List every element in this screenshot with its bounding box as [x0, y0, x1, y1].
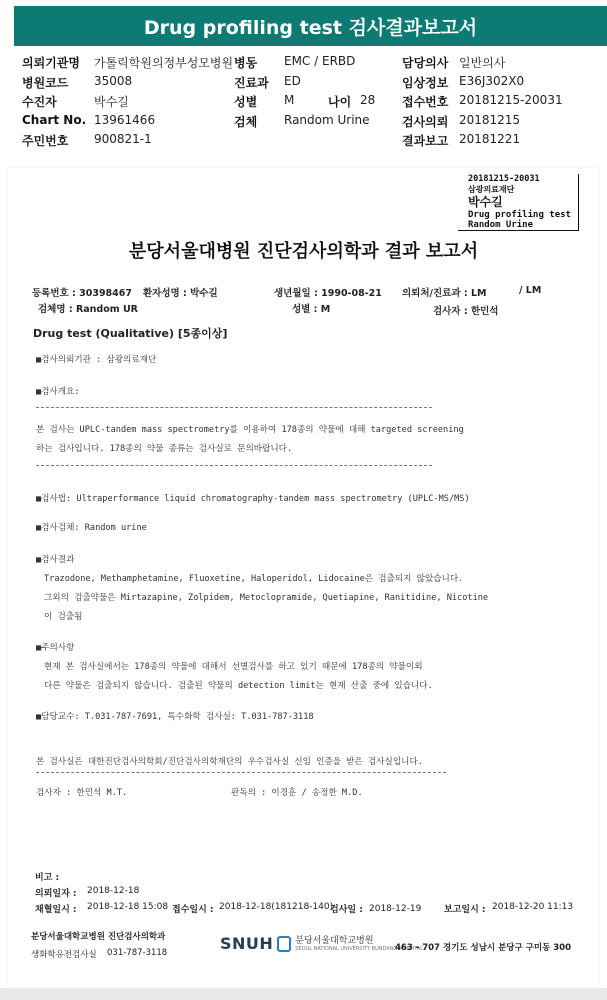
certification-line: 본 검사실은 대한진단검사의학회/진단검사의학재단의 우수검사실 신임 인증을 받은 검사실입니다. [36, 757, 423, 767]
divider [36, 465, 432, 466]
label-chart-no: Chart No. [22, 112, 87, 127]
footer-org: 분당서울대학교병원 진단검사의학과 [31, 932, 166, 942]
stamp-test: Drug profiling test [468, 210, 571, 220]
value-request-date: 20181215 [459, 112, 521, 127]
logo-wordmark: SNUH [220, 934, 274, 953]
value-report-date: 20181221 [459, 132, 521, 146]
report-examiner: 검사자 : 한민석 [433, 306, 499, 317]
specimen-name: 검체명 : Random UR [38, 304, 138, 315]
label-ward: 병동 [234, 56, 258, 70]
tester-line: 검사자 : 한민석 M.T. [36, 788, 128, 798]
accession-date-label: 접수일시 : [172, 905, 214, 915]
value-receipt-no: 20181215-20031 [459, 93, 563, 107]
stamp-specimen: Random Urine [468, 220, 534, 230]
value-specimen: Random Urine [284, 112, 370, 127]
collection-date-label: 채혈일시 : [35, 905, 77, 915]
overview-line-1: 본 검사는 UPLC-tandem mass spectrometry를 이용하여 178종의 약물에 대해 targeted screening [36, 425, 464, 435]
caution-line-1: 현재 본 검사실에서는 178종의 약물에 대해서 선별검사를 하고 있기 때문에 178종의 약물이외 [44, 662, 423, 672]
request-date-label: 의뢰일자 : [35, 889, 77, 899]
divider [36, 407, 432, 408]
label-report-date: 결과보고 [402, 134, 449, 148]
patient-name: 환자성명 : 박수길 [143, 288, 218, 299]
request-date-value: 2018-12-18 [87, 886, 140, 896]
value-recipient: 박수길 [94, 95, 129, 109]
label-resident-no: 주민번호 [22, 134, 69, 148]
sample-line: ■검사검체: Random urine [36, 523, 147, 533]
footer-tel: 031-787-3118 [107, 948, 168, 958]
report-date-value: 2018-12-20 11:13 [492, 902, 574, 912]
report-date-label: 보고일시 : [444, 905, 486, 915]
requesting-dept-2: / LM [519, 285, 542, 296]
overview-line-2: 하는 검사입니다. 178종의 약물 종류는 검사실로 문의바랍니다. [36, 444, 293, 454]
logo-mark-icon [277, 936, 291, 952]
meta-row [22, 74, 607, 94]
requesting-dept: 의뢰처/진료과 : LM [402, 288, 487, 299]
label-receipt-no: 접수번호 [402, 95, 449, 109]
stamp-org: 삼광의료재단 [468, 185, 515, 194]
value-chart-no: 13961466 [94, 112, 156, 127]
stamp-receipt-no: 20181215-20031 [468, 174, 540, 184]
test-date-label: 검사일 : [330, 905, 363, 915]
date-of-birth: 생년월일 : 1990-08-21 [274, 288, 382, 299]
label-hospital-code: 병원코드 [22, 75, 69, 90]
meta-row [22, 132, 607, 152]
caution-heading: ■주의사항 [36, 643, 75, 653]
label-request-org: 의뢰기관명 [22, 56, 80, 70]
result-heading: ■검사결과 [36, 555, 75, 565]
footer-address: 463 - 707 경기도 성남시 분당구 구미동 300 [395, 943, 572, 953]
value-doctor: 일반의사 [459, 56, 506, 70]
meta-row [22, 54, 607, 74]
logo-hospital-name-en: SEOUL NATIONAL UNIVERSITY BUNDANG HOSPITAL [295, 945, 424, 952]
test-name: Drug test (Qualitative) [5종이상] [33, 327, 228, 340]
label-request-date: 검사의뢰 [402, 114, 449, 129]
footer-lab: 생화학유전검사실 [31, 950, 97, 960]
result-line-1: Trazodone, Methamphetamine, Fluoxetine, Haloperidol, Lidocaine은 검출되지 않았습니다. [44, 574, 464, 584]
label-clinic: 진료과 [234, 75, 269, 90]
report-header [14, 6, 607, 46]
request-org-line: ■검사의뢰기관 : 삼광의료재단 [36, 355, 157, 365]
test-date-value: 2018-12-19 [369, 904, 422, 914]
value-hospital-code: 35008 [94, 73, 133, 88]
accession-date-value: 2018-12-18(181218-140) [219, 902, 334, 912]
meta-row [22, 113, 607, 133]
label-clinical-info: 임상정보 [402, 75, 449, 90]
value-age: 28 [360, 93, 376, 107]
report-header-title: Drug profiling test 검사결과보고서 [143, 16, 478, 39]
note-label: 비고 : [35, 873, 60, 883]
collection-date-value: 2018-12-18 15:08 [87, 902, 169, 912]
value-clinic: ED [284, 73, 301, 88]
label-sex: 성별 [234, 95, 258, 109]
hospital-logo [220, 934, 423, 953]
registration-no: 등록번호 : 30398467 [32, 288, 133, 299]
specimen-stamp [458, 174, 579, 231]
value-resident-no: 900821-1 [94, 132, 152, 146]
label-age: 나이 [328, 95, 352, 109]
value-request-org: 가톨릭학원의정부성모병원 [94, 56, 234, 70]
contact-line: ■담당교수: T.031-787-7691, 특수화학 검사실: T.031-787-3118 [36, 712, 314, 722]
logo-hospital-name: 분당서울대학교병원 [295, 935, 374, 946]
request-meta [22, 54, 607, 152]
value-clinical-info: E36J302X0 [459, 73, 525, 88]
label-specimen: 검체 [234, 114, 258, 129]
value-ward: EMC / ERBD [284, 54, 356, 68]
result-line-2: 그외의 검출약물은 Mirtazapine, Zolpidem, Metoclopramide, Quetiapine, Ranitidine, Nicotine [44, 593, 489, 603]
value-sex: M [284, 93, 295, 107]
stamp-patient: 박수길 [468, 195, 503, 209]
result-line-3: 이 검출됨 [44, 612, 83, 622]
caution-line-2: 다른 약물은 검출되지 않습니다. 검출된 약물의 detection limit는 현재 산출 중에 있습니다. [44, 681, 433, 691]
report-sex: 성별 : M [292, 304, 331, 315]
label-doctor: 담당의사 [402, 56, 449, 70]
overview-heading: ■검사개요: [36, 387, 80, 397]
label-recipient: 수진자 [22, 95, 57, 109]
divider [36, 772, 446, 773]
method-line: ■검사법: Ultraperformance liquid chromatography-tandem mass spectrometry (UPLC-MS/MS) [36, 494, 470, 504]
meta-row [22, 93, 607, 113]
reader-line: 판독의 : 이경훈 / 송정한 M.D. [231, 788, 363, 798]
report-title: 분당서울대병원 진단검사의학과 결과 보고서 [128, 241, 479, 262]
bottom-bar [0, 988, 607, 1000]
